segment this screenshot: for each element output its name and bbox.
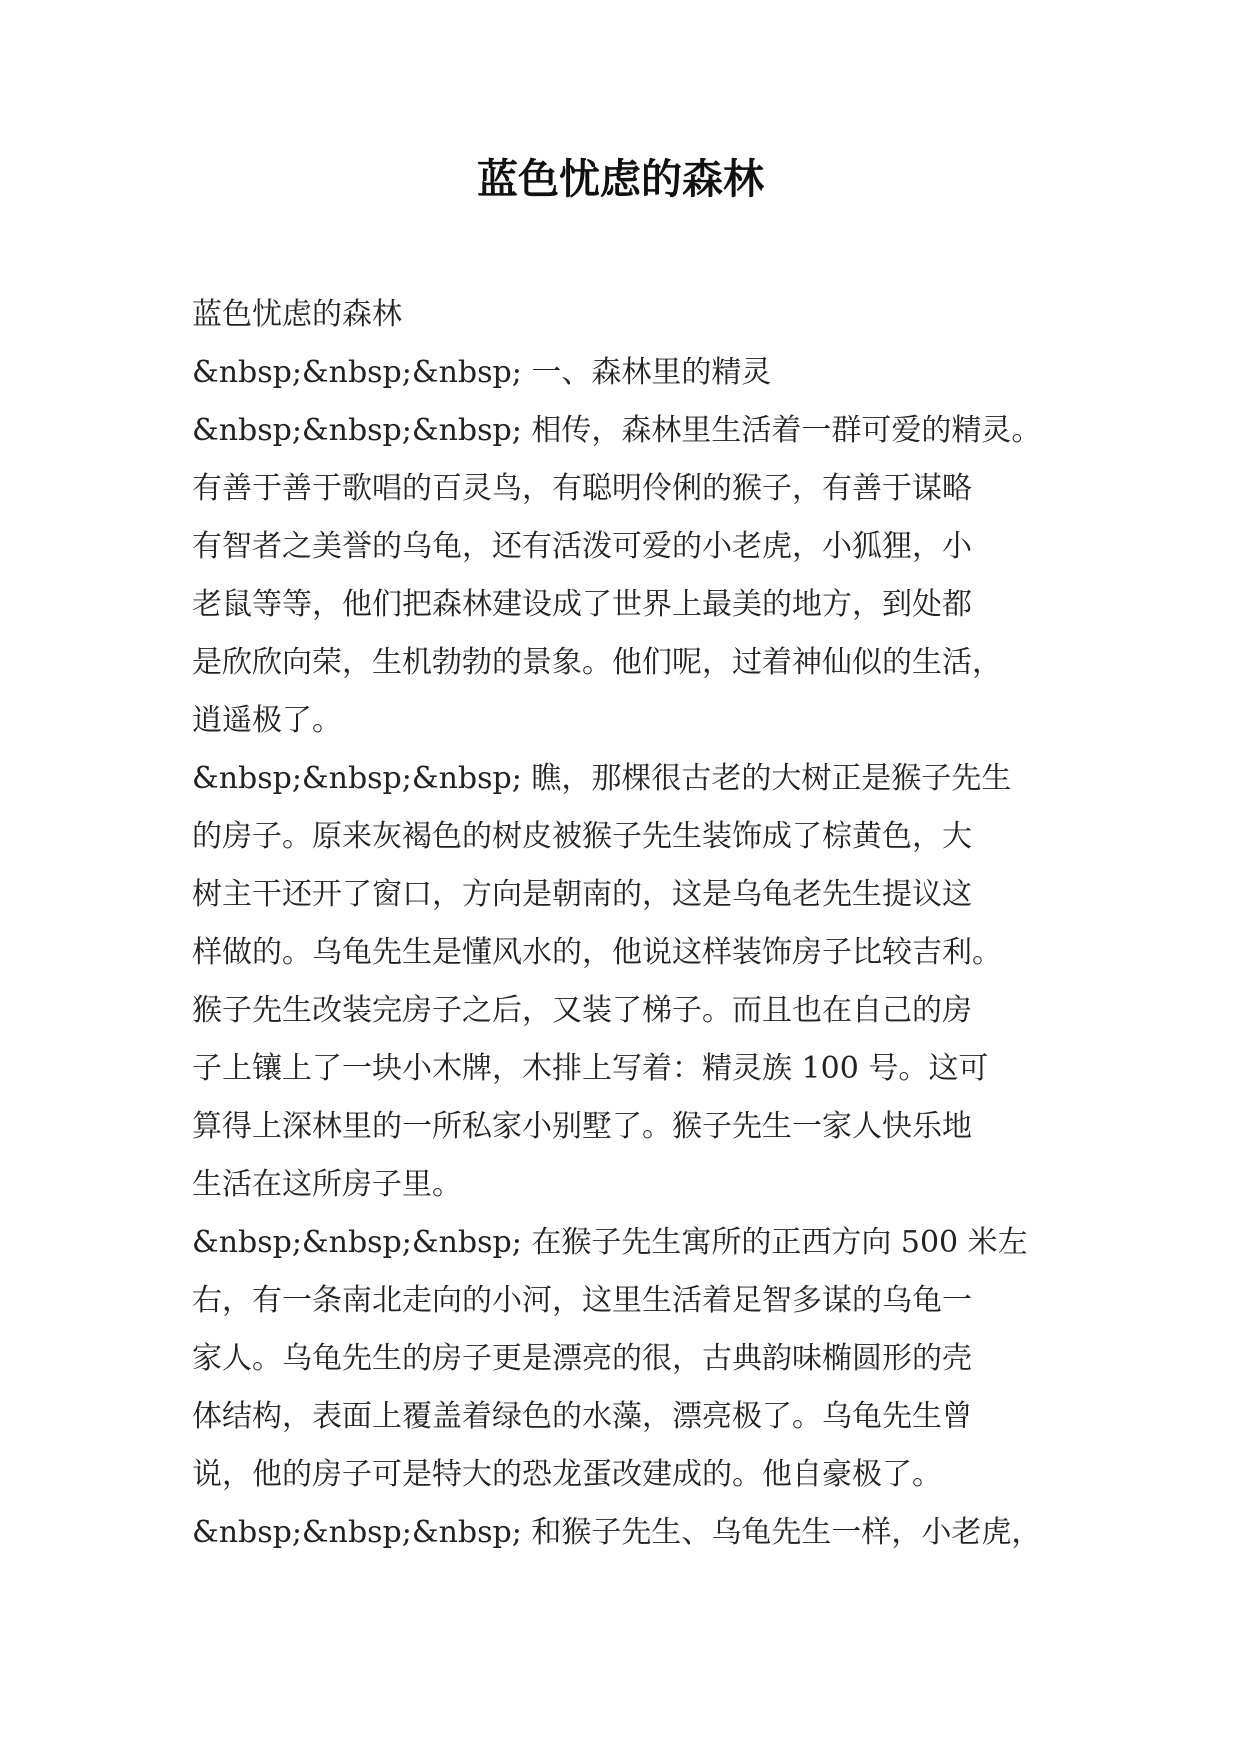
body-line: 的房子。原来灰褐色的树皮被猴子先生装饰成了棕黄色，大	[192, 819, 972, 854]
document-title: 蓝色忧虑的森林	[477, 155, 764, 203]
body-line: &nbsp;&nbsp;&nbsp; 和猴子先生、乌龟先生一样，小老虎，	[192, 1515, 1042, 1550]
body-line: 家人。乌龟先生的房子更是漂亮的很，古典韵味椭圆形的壳	[192, 1341, 972, 1376]
body-line: 逍遥极了。	[192, 703, 342, 738]
body-line: 是欣欣向荣，生机勃勃的景象。他们呢，过着神仙似的生活，	[192, 645, 1002, 680]
body-line: 子上镶上了一块小木牌，木排上写着：精灵族 100 号。这可	[192, 1051, 989, 1086]
body-line: 说，他的房子可是特大的恐龙蛋改建成的。他自豪极了。	[192, 1457, 942, 1492]
body-line: 老鼠等等，他们把森林建设成了世界上最美的地方，到处都	[192, 587, 972, 622]
body-line: 右，有一条南北走向的小河，这里生活着足智多谋的乌龟一	[192, 1283, 972, 1318]
body-line: 有智者之美誉的乌龟，还有活泼可爱的小老虎，小狐狸，小	[192, 529, 972, 564]
body-line: 有善于善于歌唱的百灵鸟，有聪明伶俐的猴子，有善于谋略	[192, 471, 972, 506]
body-line: 猴子先生改装完房子之后，又装了梯子。而且也在自己的房	[192, 993, 972, 1028]
body-line: 蓝色忧虑的森林	[192, 297, 402, 332]
body-line: &nbsp;&nbsp;&nbsp; 在猴子先生寓所的正西方向 500 米左	[192, 1225, 1028, 1260]
body-line: 样做的。乌龟先生是懂风水的，他说这样装饰房子比较吉利。	[192, 935, 1002, 970]
body-line: 树主干还开了窗口，方向是朝南的，这是乌龟老先生提议这	[192, 877, 972, 912]
body-line: 体结构，表面上覆盖着绿色的水藻，漂亮极了。乌龟先生曾	[192, 1399, 972, 1434]
body-line: &nbsp;&nbsp;&nbsp; 一、森林里的精灵	[192, 355, 772, 390]
body-line: &nbsp;&nbsp;&nbsp; 相传，森林里生活着一群可爱的精灵。	[192, 413, 1042, 448]
body-line: &nbsp;&nbsp;&nbsp; 瞧，那棵很古老的大树正是猴子先生	[192, 761, 1012, 796]
document-body	[192, 286, 1072, 1562]
body-line: 算得上深林里的一所私家小别墅了。猴子先生一家人快乐地	[192, 1109, 972, 1144]
body-line: 生活在这所房子里。	[192, 1167, 462, 1202]
